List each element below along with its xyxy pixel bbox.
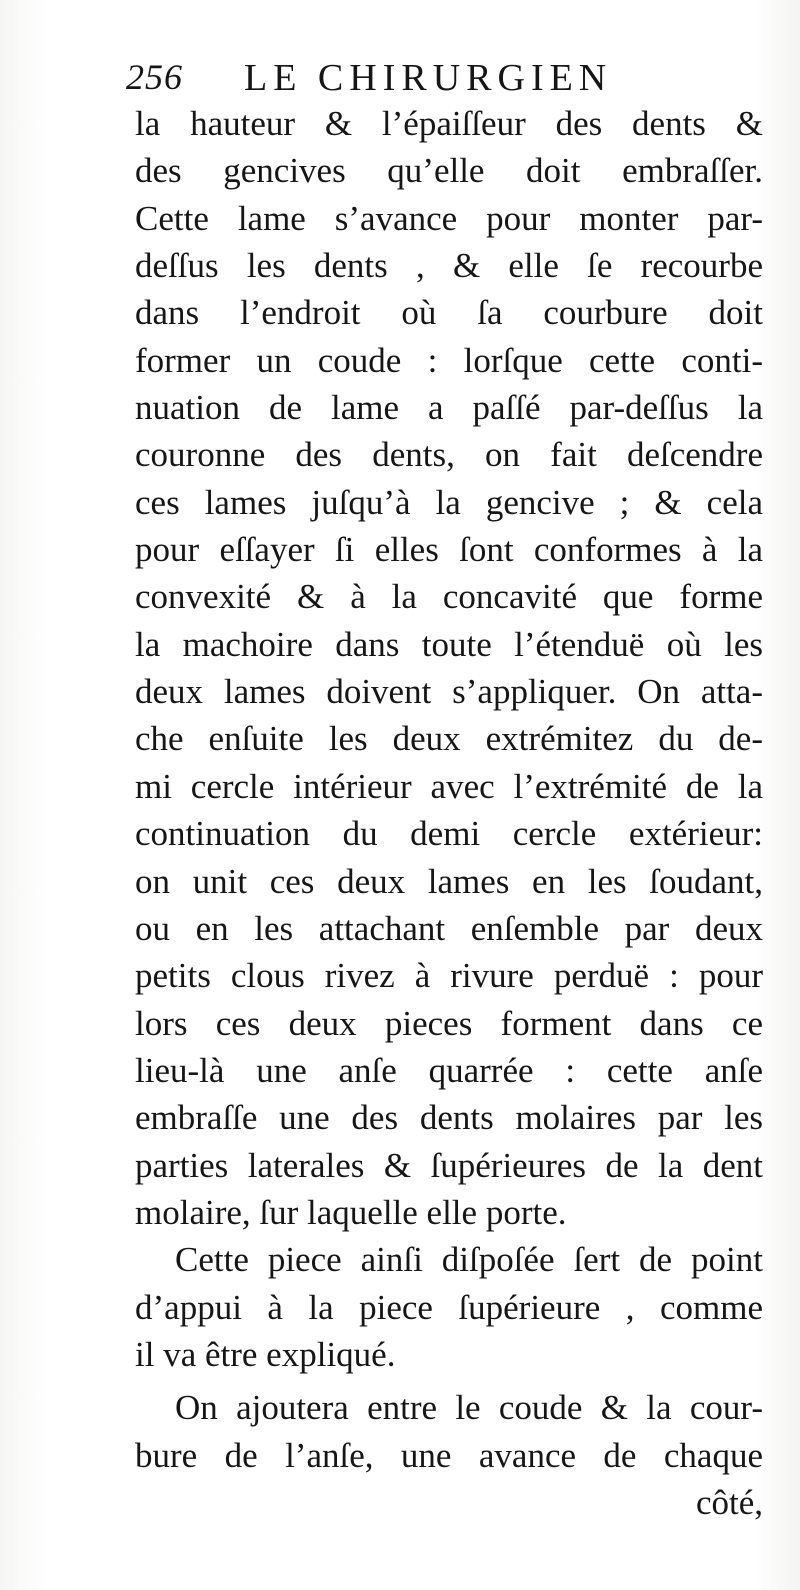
- page-number: 256: [126, 57, 183, 97]
- text-line: la machoire dans toute l’étenduë où les: [135, 624, 763, 664]
- text-line: continuation du demi cercle extérieur:: [135, 814, 763, 854]
- text-line: embraſſe une des dents molaires par les: [135, 1098, 763, 1138]
- text-line: former un coude : lorſque cette conti-: [135, 340, 763, 380]
- text-line: Cette piece ainſi diſpoſée ſert de point: [175, 1240, 763, 1280]
- text-line: Cette lame s’avance pour monter par-: [135, 198, 763, 238]
- text-line: la hauteur & l’épaiſſeur des dents &: [135, 104, 763, 143]
- text-line: deſſus les dents , & elle ſe recourbe: [135, 246, 763, 286]
- text-line: parties laterales & ſupérieures de la dent: [135, 1145, 763, 1185]
- text-line: lieu-là une anſe quarrée : cette anſe: [135, 1050, 763, 1090]
- text-line: On ajoutera entre le coude & la cour-: [175, 1388, 763, 1428]
- text-line: bure de l’anſe, une avance de chaque: [135, 1435, 763, 1475]
- text-line: il va être expliqué.: [135, 1334, 396, 1374]
- text-line: che enſuite les deux extrémitez du de-: [135, 719, 763, 759]
- body-text: [135, 100, 763, 1526]
- text-line: mi cercle intérieur avec l’extrémité de la: [135, 766, 763, 806]
- catchword: côté,: [695, 1482, 763, 1522]
- paragraph: [135, 1236, 763, 1378]
- text-line: couronne des dents, on fait deſcendre: [135, 435, 763, 475]
- text-line: deux lames doivent s’appliquer. On atta-: [135, 672, 763, 712]
- text-line: dans l’endroit où ſa courbure doit: [135, 293, 763, 333]
- text-line: on unit ces deux lames en les ſoudant,: [135, 861, 763, 901]
- text-line: d’appui à la piece ſupérieure , comme: [135, 1287, 763, 1327]
- paragraph: [135, 1384, 763, 1479]
- text-line: ces lames juſqu’à la gencive ; & cela: [135, 482, 763, 522]
- text-line: lors ces deux pieces forment dans ce: [135, 1003, 763, 1043]
- text-line: nuation de lame a paſſé par-deſſus la: [135, 388, 763, 428]
- text-line: molaire, ſur laquelle elle porte.: [135, 1192, 567, 1232]
- text-line: des gencives qu’elle doit embraſſer.: [135, 151, 763, 191]
- text-line: ou en les attachant enſemble par deux: [135, 908, 763, 948]
- paragraph: [135, 100, 763, 1236]
- running-head: LE CHIRURGIEN: [244, 57, 613, 99]
- text-line: pour eſſayer ſi elles ſont conformes à la: [135, 530, 763, 570]
- text-line: convexité & à la concavité que forme: [135, 577, 763, 617]
- text-line: petits clous rivez à rivure perduë : pour: [135, 956, 763, 996]
